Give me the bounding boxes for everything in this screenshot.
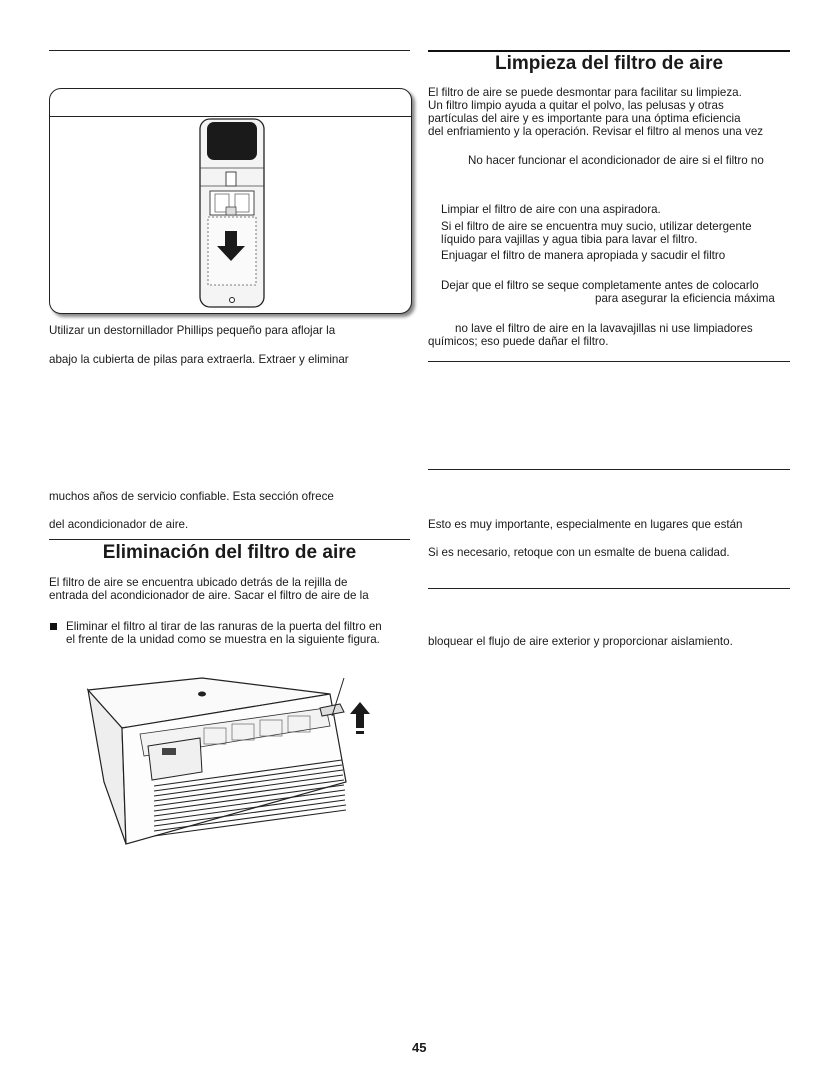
bullet-icon	[50, 623, 57, 630]
page-number: 45	[412, 1040, 427, 1055]
service-text-line-1: muchos años de servicio confiable. Esta sección ofrece	[49, 490, 334, 503]
control-panel	[148, 738, 202, 780]
cleaning-note-line-1: no lave el filtro de aire en la lavavajillas ni use limpiadores	[455, 322, 753, 335]
filter-removal-heading: Eliminación del filtro de aire	[102, 542, 357, 563]
remote-caption-line-2: abajo la cubierta de pilas para extraerla. Extraer y eliminar	[49, 353, 349, 366]
filter-cleaning-heading: Limpieza del filtro de aire	[494, 53, 724, 74]
filter-removal-intro-1: El filtro de aire se encuentra ubicado detrás de la rejilla de	[49, 576, 348, 589]
filter-removal-intro-2: entrada del acondicionador de aire. Sacar el filtro de aire de la	[49, 589, 369, 602]
remote-control-figure	[49, 88, 412, 314]
service-text-line-2: del acondicionador de aire.	[49, 518, 189, 531]
cleaning-step-4-line-2: para asegurar la eficiencia máxima	[595, 292, 775, 305]
filter-cleaning-intro-1: El filtro de aire se puede desmontar para facilitar su limpieza.	[428, 86, 742, 99]
cleaning-step-2-line-2: líquido para vajillas y agua tibia para lavar el filtro.	[441, 233, 698, 246]
cleaning-step-4-line-1: Dejar que el filtro se seque completamente antes de colocarlo	[441, 279, 759, 292]
remote-caption-line-1: Utilizar un destornillador Phillips pequeño para aflojar la	[49, 324, 336, 337]
section-rule-5	[428, 588, 790, 589]
cleaning-note-line-2: químicos; eso puede dañar el filtro.	[428, 335, 609, 348]
pull-up-arrow-icon	[350, 702, 370, 728]
cabinet-text-line-1: Esto es muy importante, especialmente en lugares que están	[428, 518, 743, 531]
filter-removal-bullet-2: el frente de la unidad como se muestra en la siguiente figura.	[66, 633, 380, 646]
winter-text: bloquear el flujo de aire exterior y proporcionar aislamiento.	[428, 635, 733, 648]
section-rule-3	[428, 361, 790, 362]
remote-control-illustration	[50, 89, 411, 313]
filter-warning: No hacer funcionar el acondicionador de aire si el filtro no	[468, 154, 764, 167]
top-rule-left	[49, 50, 410, 51]
screw-icon	[230, 298, 235, 303]
filter-removal-bullet-1: Eliminar el filtro al tirar de las ranuras de la puerta del filtro en	[66, 620, 382, 633]
filter-cleaning-intro-2: Un filtro limpio ayuda a quitar el polvo, las pelusas y otras	[428, 99, 724, 112]
filter-cleaning-intro-3: partículas del aire y es importante para una óptima eficiencia	[428, 112, 741, 125]
section-rule-filter-cleaning	[428, 50, 790, 52]
air-conditioner-illustration	[82, 672, 382, 852]
cleaning-step-1: Limpiar el filtro de aire con una aspiradora.	[441, 203, 661, 216]
cleaning-step-3: Enjuagar el filtro de manera apropiada y sacudir el filtro	[441, 249, 726, 262]
cleaning-step-2-line-1: Si el filtro de aire se encuentra muy sucio, utilizar detergente	[441, 220, 752, 233]
filter-cleaning-intro-4: del enfriamiento y la operación. Revisar el filtro al menos una vez	[428, 125, 764, 138]
cabinet-text-line-2: Si es necesario, retoque con un esmalte de buena calidad.	[428, 546, 730, 559]
section-rule-4	[428, 469, 790, 470]
section-rule-filter-removal	[49, 539, 410, 540]
remote-display	[207, 122, 257, 160]
